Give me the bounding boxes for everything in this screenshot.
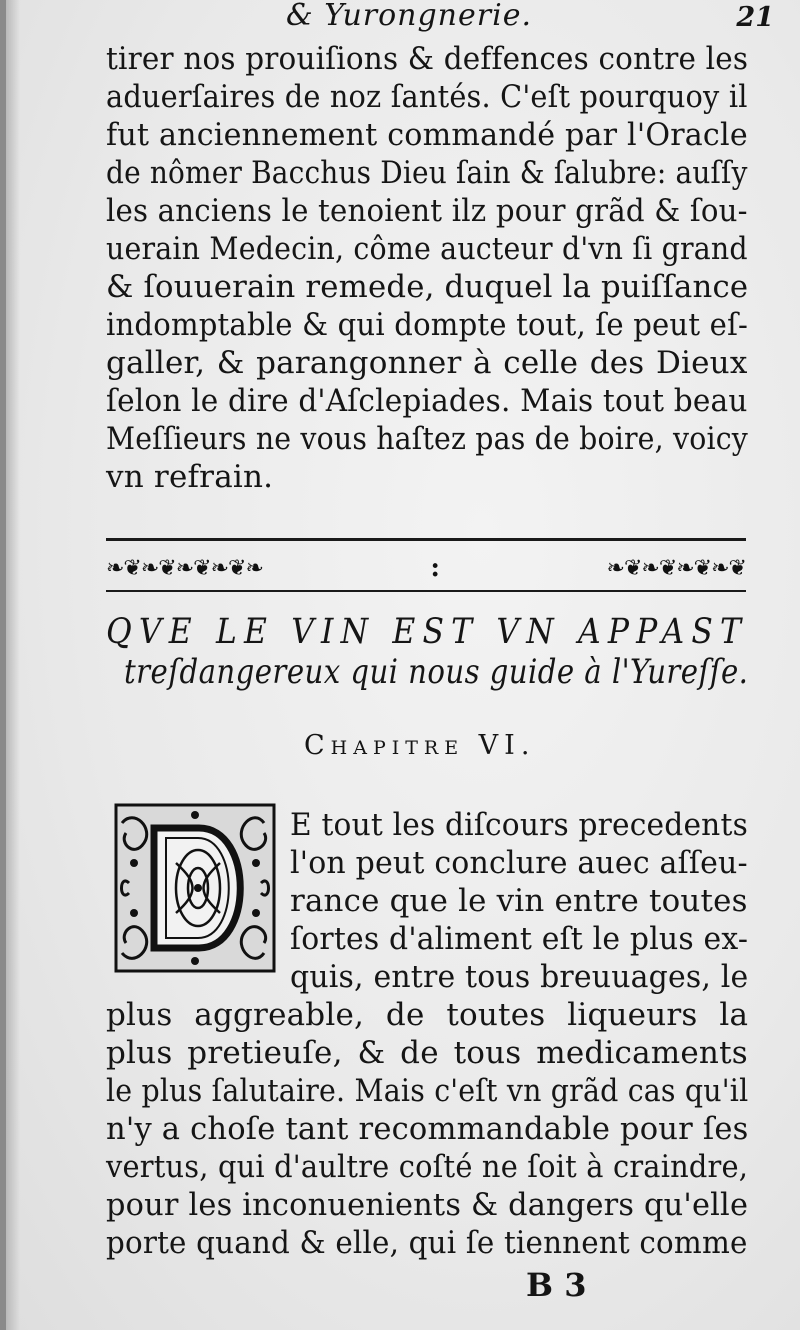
text-line: quis, entre tous breuuages, le — [290, 959, 749, 995]
text-line: de nômer Bacchus Dieu ſain & ſalubre: auſſy — [106, 155, 748, 191]
text-line: & ſouuerain remede, duquel la puiſſance — [106, 269, 749, 305]
text-line: galler, & parangonner à celle des Dieux — [106, 345, 748, 381]
text-line: n'y a choſe tant recommandable pour ſes — [106, 1111, 749, 1147]
text-line: indomptable & qui dompte tout, ſe peut eſ- — [106, 307, 749, 343]
text-line: vn refrain. — [106, 459, 274, 495]
decorated-initial-d — [114, 803, 276, 973]
text-line: plus pretieuſe, & de tous medicaments — [106, 1035, 748, 1071]
text-line: ſortes d'aliment eſt le plus ex- — [290, 921, 749, 957]
ornament-rule-bottom — [106, 590, 746, 592]
text-line: vertus, qui d'aultre coſté ne ſoit à craindre, — [106, 1149, 749, 1185]
text-line: l'on peut conclure auec aſſeu- — [290, 845, 748, 881]
text-line: pour les inconuenients & dangers qu'elle — [106, 1187, 749, 1223]
running-head: & Yurongnerie. — [286, 0, 532, 33]
text-line: E tout les diſcours precedents — [290, 807, 748, 843]
ornament-right: ❧❦❧❦❧❦❧❦ — [606, 555, 746, 581]
text-line: Meſſieurs ne vous haſtez pas de boire, voicy — [106, 421, 749, 457]
ornament-band — [106, 555, 746, 581]
ornament-left: ❧❦❧❦❧❦❧❦❧ — [106, 555, 263, 581]
ornament-rule-top — [106, 538, 746, 541]
text-line: rance que le vin entre toutes — [290, 883, 748, 919]
signature-mark: B 3 — [526, 1266, 587, 1304]
text-line: tirer nos prouiſions & deffences contre les — [106, 41, 749, 77]
text-line: porte quand & elle, qui ſe tiennent comme — [106, 1225, 748, 1261]
chapter-heading-line-2: treſdangereux qui nous guide à l'Yureſſe. — [124, 652, 749, 692]
chapter-number: Chapitre VI. — [304, 730, 536, 761]
chapter-heading-line-1: QVE LE VIN EST VN APPAST — [106, 612, 749, 652]
page-number: 21 — [736, 2, 774, 33]
ornament-separator: : — [430, 553, 440, 583]
text-line: les anciens le tenoient ilz pour grãd & ſou- — [106, 193, 748, 229]
book-page — [6, 0, 800, 1330]
text-line: ſelon le dire d'Aſclepiades. Mais tout beau — [106, 383, 748, 419]
text-line: le plus ſalutaire. Mais c'eſt vn grãd cas qu'il — [106, 1073, 749, 1109]
text-line: aduerſaires de noz ſantés. C'eſt pourquoy il — [106, 79, 748, 115]
text-line: plus aggreable, de toutes liqueurs la — [106, 997, 749, 1033]
text-line: fut anciennement commandé par l'Oracle — [106, 117, 748, 153]
text-line: uerain Medecin, côme aucteur d'vn ſi grand — [106, 231, 748, 267]
